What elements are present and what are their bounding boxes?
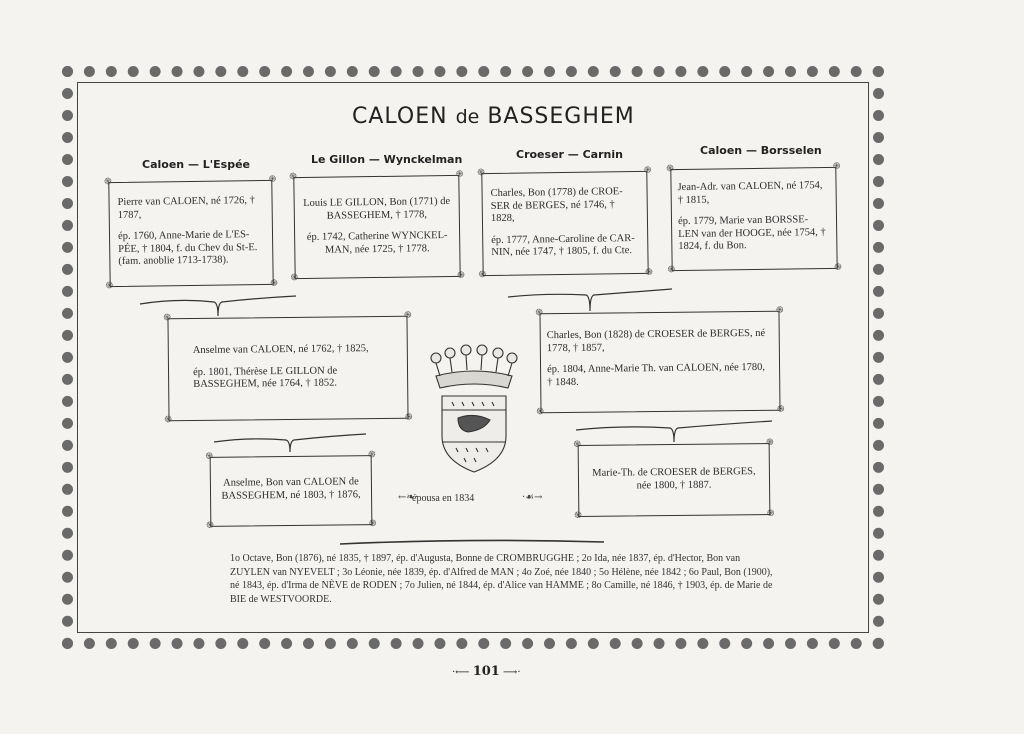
couple-heading-4: Caloen — Borsselen: [700, 144, 822, 157]
corner-ornament-icon: ֍: [536, 407, 544, 418]
genealogy-box-8: [573, 437, 775, 522]
box-1-line-1: Pierre van CALOEN, né 1726, † 1787,: [117, 195, 255, 221]
corner-ornament-icon: ֍: [104, 177, 112, 188]
corner-ornament-icon: ֍: [574, 510, 582, 522]
corner-ornament-icon: ֍: [535, 308, 543, 319]
corner-ornament-icon: ֍: [777, 404, 785, 415]
right-flourish-icon: ·☙→: [522, 492, 543, 503]
corner-ornament-icon: ֍: [457, 270, 465, 281]
corner-ornament-icon: ֍: [270, 278, 278, 289]
corner-ornament-icon: ֍: [832, 161, 841, 172]
brace-left-top: [138, 292, 298, 318]
notes-divider: [338, 536, 606, 548]
corner-ornament-icon: ֍: [766, 437, 774, 449]
box-3-line-1: Charles, Bon (1778) de CROE-SER de BERGES, né 1746, † 1828,: [490, 186, 623, 225]
corner-ornament-icon: ֍: [405, 412, 413, 423]
corner-ornament-icon: ֍: [666, 164, 674, 175]
corner-ornament-icon: ֍: [105, 281, 114, 292]
genealogy-box-3: [477, 165, 653, 281]
couple-heading-2: Le Gillon — Wynckelman: [311, 153, 463, 166]
page-number-value: 101: [472, 664, 500, 679]
box-6-line-1: Charles, Bon (1828) de CROESER de BERGES, né 1778, † 1857,: [546, 327, 766, 354]
genealogy-box-7: [205, 450, 377, 531]
corner-ornament-icon: ֍: [404, 310, 412, 321]
brace-right-top: [506, 287, 674, 313]
corner-ornament-icon: ֍: [164, 415, 172, 426]
box-5-line-2: ép. 1801, Thérèse LE GILLON de BASSEGHEM, née 1764, † 1852.: [192, 364, 338, 390]
corner-ornament-icon: ֍: [477, 168, 485, 179]
title-basseghem: BASSEGHEM: [487, 104, 635, 129]
corner-ornament-icon: ֍: [368, 450, 376, 461]
box-3-line-2: ép. 1777, Anne-Caroline de CAR-NIN, née 1747, † 1805, f. du Cte.: [491, 232, 635, 259]
genealogy-box-4: [666, 161, 842, 276]
page-number: ·⟵ 101 ⟶·: [452, 664, 521, 679]
box-4-line-1: Jean-Adr. van CALOEN, né 1754, † 1815,: [677, 180, 823, 206]
corner-ornament-icon: ֍: [834, 262, 842, 273]
brace-right-bottom: [574, 418, 774, 444]
box-8-line-1: Marie-Th. de CROESER de BERGES, née 1800, † 1887.: [592, 466, 756, 491]
corner-ornament-icon: ֍: [776, 305, 784, 316]
box-2-line-2: ép. 1742, Catherine WYNCKEL-MAN, née 1725, † 1778.: [306, 230, 448, 256]
couple-heading-1: Caloen — L'Espée: [142, 158, 251, 171]
title-caloen: CALOEN: [352, 104, 448, 129]
children-notes: 1o Octave, Bon (1876), né 1835, † 1897, ép. d'Augusta, Bonne de CROMBRUGGHE ; 2o Ida, née 1837, ép. d'Hector, Bon van ZUYLEN van NYEVELT ; 3o Léonie, née 1839, ép. d'Alfred de MAN ; 4o Zoé, née 1840 ; 5o Hélène, née 1842 ; 6o Paul, Bon (1900), né 1843, ép. d'Irma de NÈVE de RODEN ; 7o Julien, né 1844, ép. d'Alice van HAMME ; 8o Camille, né 1846, † 1903, ép. de Marie de BIE de WESTVOORDE.: [230, 553, 773, 605]
corner-ornament-icon: ֍: [205, 451, 214, 462]
box-2-line-1: Louis LE GILLON, Bon (1771) de BASSEGHEM, † 1778,: [303, 195, 451, 222]
genealogy-box-6: [535, 305, 785, 418]
corner-ornament-icon: ֍: [643, 165, 652, 176]
corner-ornament-icon: ֍: [163, 313, 171, 324]
page-title: [352, 104, 635, 129]
corner-ornament-icon: ֍: [206, 520, 214, 531]
corner-ornament-icon: ֍: [667, 265, 676, 276]
genealogy-box-2: [289, 169, 465, 284]
genealogy-box-1: [104, 174, 278, 292]
corner-ornament-icon: ֍: [268, 174, 277, 185]
corner-ornament-icon: ֍: [289, 172, 297, 183]
box-5-line-1: Anselme van CALOEN, né 1762, † 1825,: [192, 343, 369, 356]
corner-ornament-icon: ֍: [368, 519, 377, 530]
title-de: de: [455, 106, 480, 128]
box-1-line-2: ép. 1760, Anne-Marie de L'ES-PÉE, † 1804, f. du Chev du St-E. (fam. anoblie 1713-1738).: [117, 229, 258, 268]
corner-ornament-icon: ֍: [290, 273, 299, 284]
corner-ornament-icon: ֍: [455, 169, 464, 180]
corner-ornament-icon: ֍: [645, 267, 653, 278]
box-7-line-1: Anselme, Bon van CALOEN de BASSEGHEM, né 1803, † 1876,: [221, 476, 361, 502]
corner-ornament-icon: ֍: [573, 439, 582, 451]
coat-of-arms-icon: [428, 344, 520, 478]
marriage-note: épousa en 1834: [412, 493, 475, 504]
left-flourish-icon: ←❧·: [398, 492, 418, 503]
couple-heading-3: Croeser — Carnin: [516, 148, 623, 161]
box-6-line-2: ép. 1804, Anne-Marie Th. van CALOEN, née 1780, † 1848.: [547, 361, 766, 388]
corner-ornament-icon: ֍: [766, 508, 775, 520]
box-4-line-2: ép. 1779, Marie van BORSSE-LEN van der HOOGE, née 1754, † 1824, f. du Bon.: [677, 214, 826, 253]
brace-left-bottom: [212, 428, 368, 454]
genealogy-box-5: [163, 310, 413, 426]
corner-ornament-icon: ֍: [478, 270, 487, 281]
